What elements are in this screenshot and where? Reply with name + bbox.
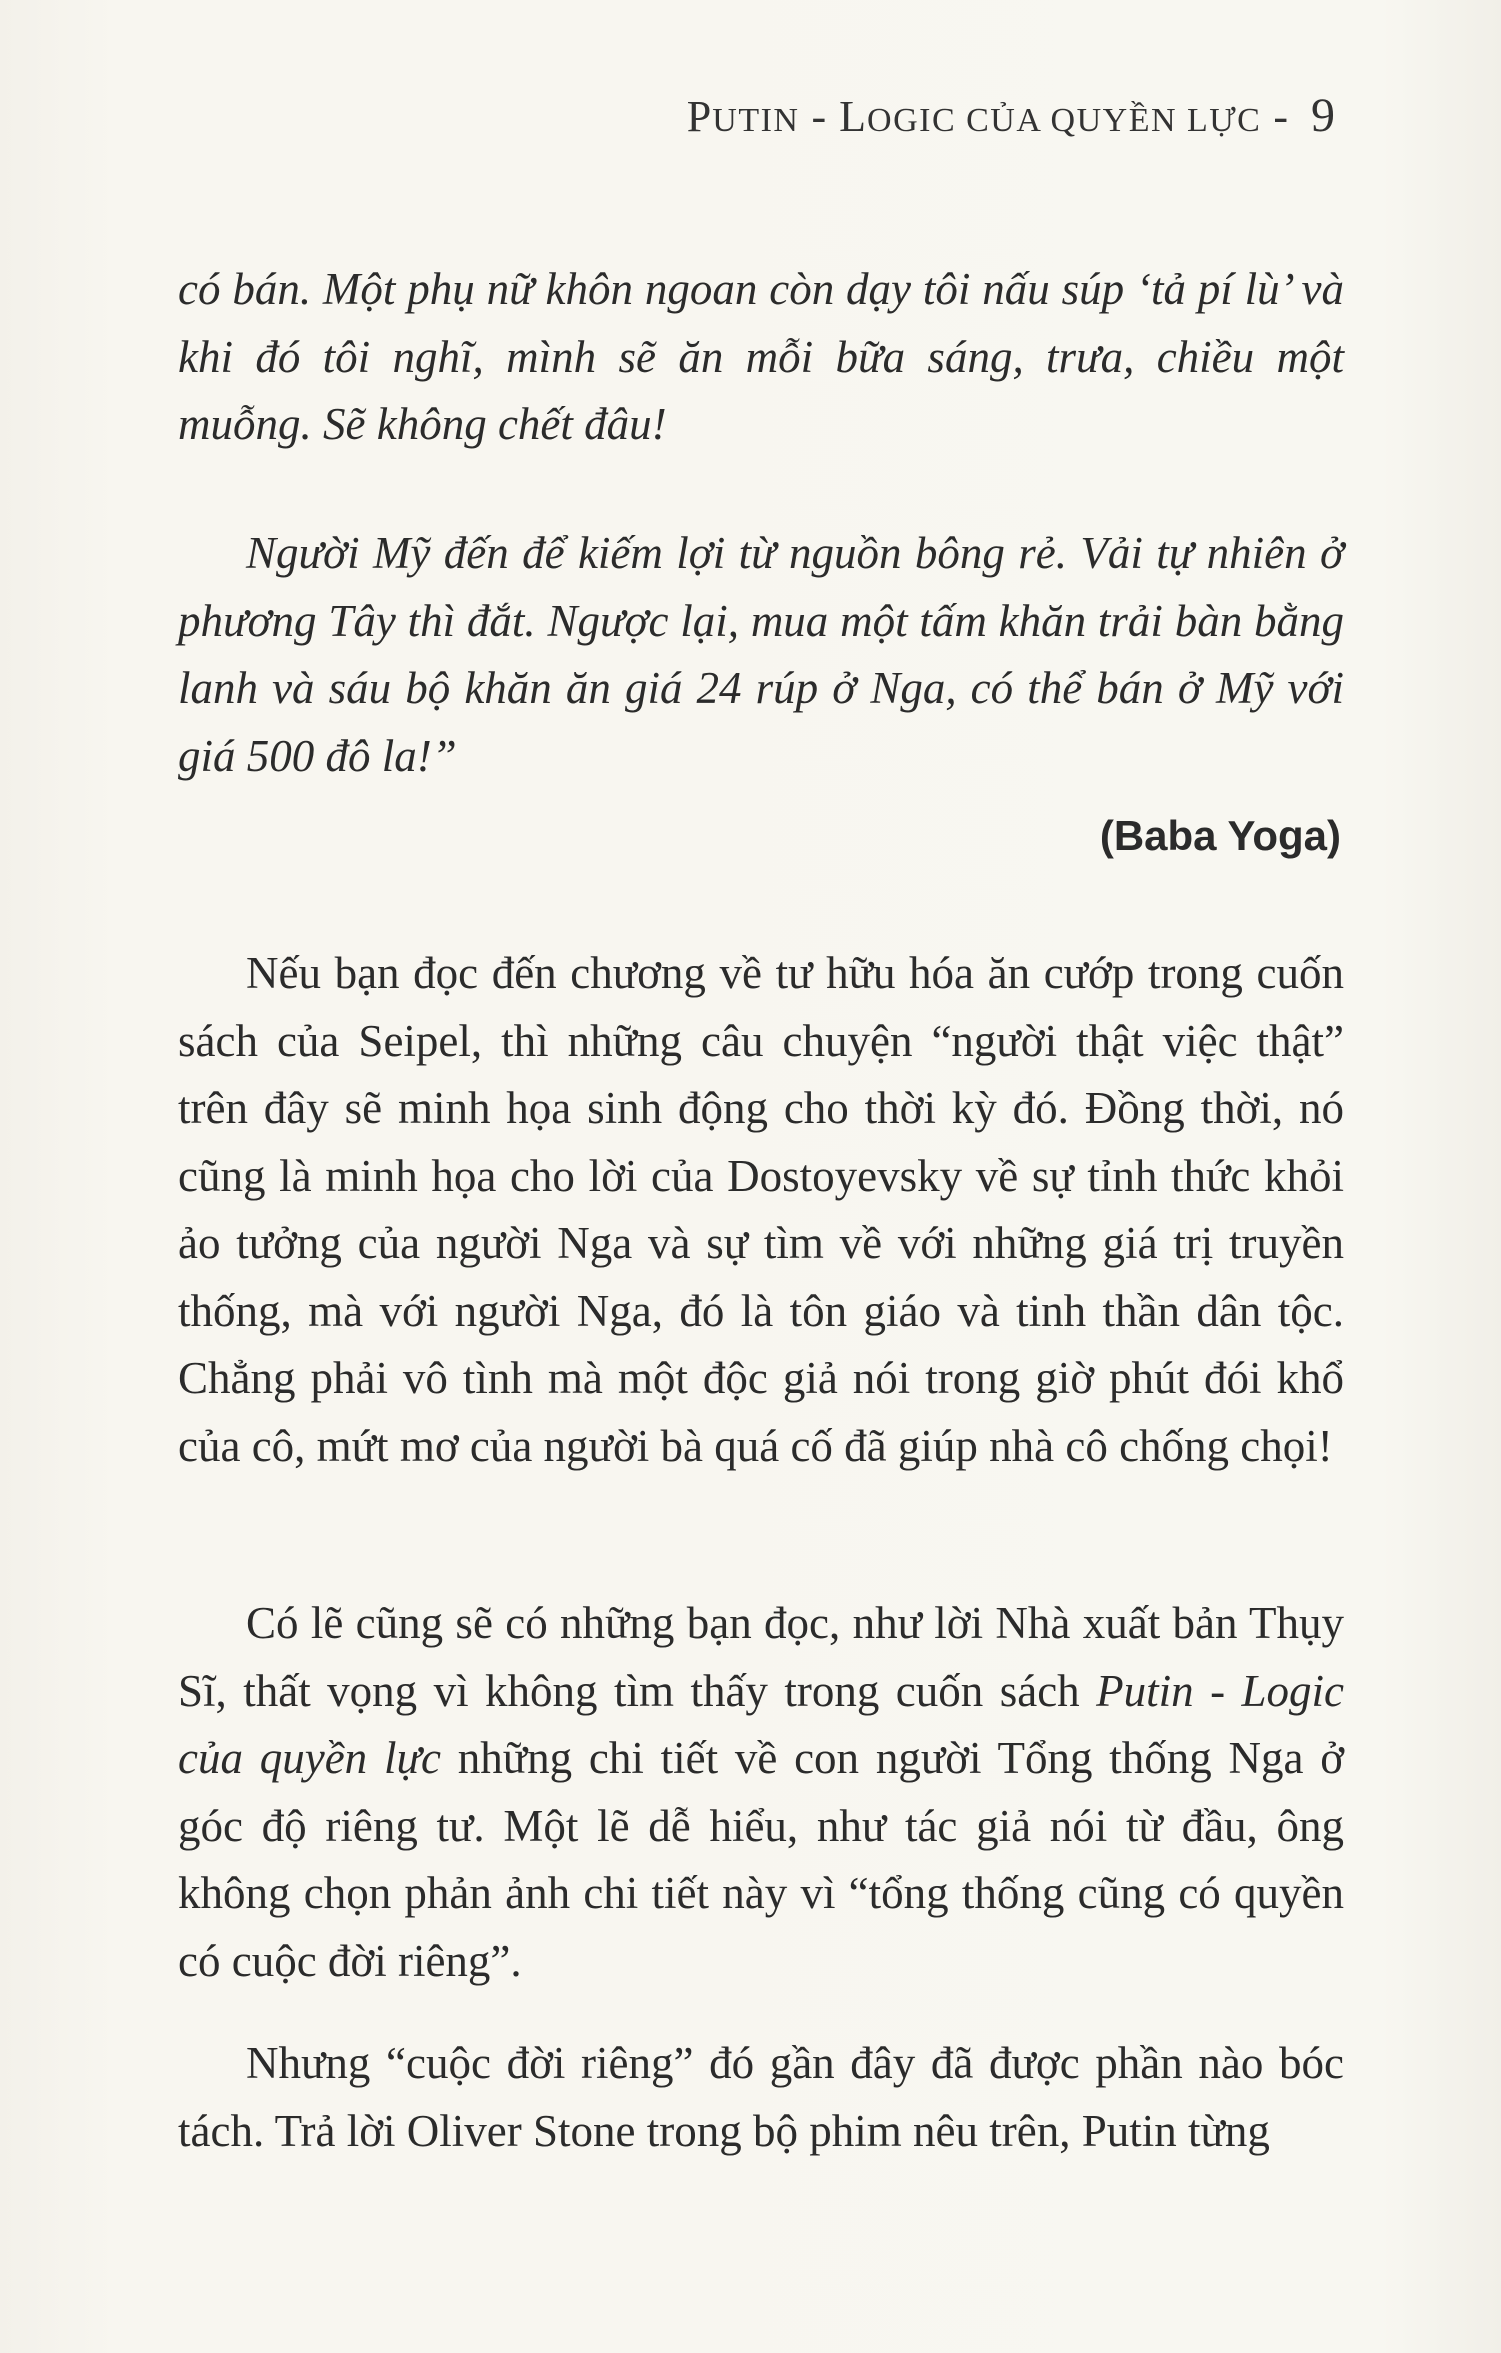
- header-title-dash: - L: [799, 92, 868, 141]
- body-paragraph-2-text: [178, 1590, 1344, 1995]
- body-paragraph-3: [178, 2030, 1344, 2165]
- body-paragraph-3-text: Nhưng “cuộc đời riêng” đó gần đây đã được phần nào bóc tách. Trả lời Oliver Stone trong bộ phim nêu trên, Putin từng: [178, 2038, 1344, 2156]
- header-separator: -: [1261, 92, 1301, 141]
- header-title-logic: OGIC CỦA QUYỀN LỰC: [867, 102, 1262, 139]
- body-paragraph-2-start: Có lẽ cũng sẽ có những bạn đọc, như lời Nhà xuất bản Thụy Sĩ, thất vọng vì không tìm thấy trong cuốn sách: [178, 1598, 1344, 1716]
- running-header: [687, 88, 1336, 143]
- quote-paragraph-1: [178, 256, 1344, 459]
- header-title-putin: UTIN: [712, 102, 800, 139]
- quote-attribution: (Baba Yoga): [1099, 812, 1341, 859]
- body-paragraph-1-text: Nếu bạn đọc đến chương về tư hữu hóa ăn cướp trong cuốn sách của Seipel, thì những câu chuyện “người thật việc thật” trên đây sẽ minh họa sinh động cho thời kỳ đó. Đồng thời, nó cũng là minh họa cho lời của Dostoyevsky về sự tỉnh thức khỏi ảo tưởng của người Nga và sự tìm về với những giá trị truyền thống, mà với người Nga, đó là tôn giáo và tinh thần dân tộc. Chẳng phải vô tình mà một độc giả nói trong giờ phút đói khổ của cô, mứt mơ của người bà quá cố đã giúp nhà cô chống chọi!: [178, 948, 1344, 1471]
- header-title-initial: P: [686, 92, 713, 141]
- body-paragraph-1: [178, 940, 1344, 1480]
- page-number: 9: [1311, 89, 1336, 142]
- quote-paragraph-1-text: có bán. Một phụ nữ khôn ngoan còn dạy tôi nấu súp ‘tả pí lù’ và khi đó tôi nghĩ, mình sẽ ăn mỗi bữa sáng, trưa, chiều một muỗng. Sẽ không chết đâu!: [178, 264, 1344, 449]
- body-paragraph-2: [178, 1590, 1344, 1995]
- book-title-reference: Putin - Logic của quyền lực: [178, 1665, 1344, 1783]
- quote-paragraph-2: [178, 520, 1344, 790]
- quote-paragraph-2-text: Người Mỹ đến để kiếm lợi từ nguồn bông rẻ. Vải tự nhiên ở phương Tây thì đắt. Ngược lại, mua một tấm khăn trải bàn bằng lanh và sáu bộ khăn ăn giá 24 rúp ở Nga, có thể bán ở Mỹ với giá 500 đô la!”: [178, 528, 1344, 781]
- body-paragraph-2-end: những chi tiết về con người Tổng thống Nga ở góc độ riêng tư. Một lẽ dễ hiểu, như tác giả nói từ đầu, ông không chọn phản ảnh chi tiết này vì “tổng thống cũng có quyền có cuộc đời riêng”.: [178, 1733, 1344, 1986]
